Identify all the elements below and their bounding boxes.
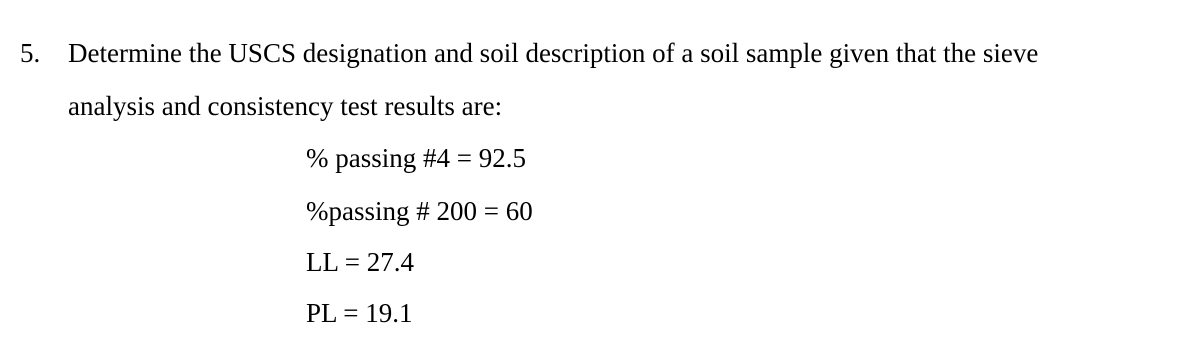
given-plastic-limit: PL = 19.1 bbox=[306, 298, 413, 328]
problem-statement-line-2: analysis and consistency test results are: bbox=[68, 91, 503, 121]
given-percent-passing-no4: % passing #4 = 92.5 bbox=[306, 143, 526, 173]
problem-statement-line-1: Determine the USCS designation and soil description of a soil sample given that the sieve bbox=[68, 38, 1039, 68]
given-liquid-limit: LL = 27.4 bbox=[306, 247, 414, 277]
given-percent-passing-no200: %passing # 200 = 60 bbox=[306, 196, 533, 226]
problem-number: 5. bbox=[20, 38, 41, 68]
